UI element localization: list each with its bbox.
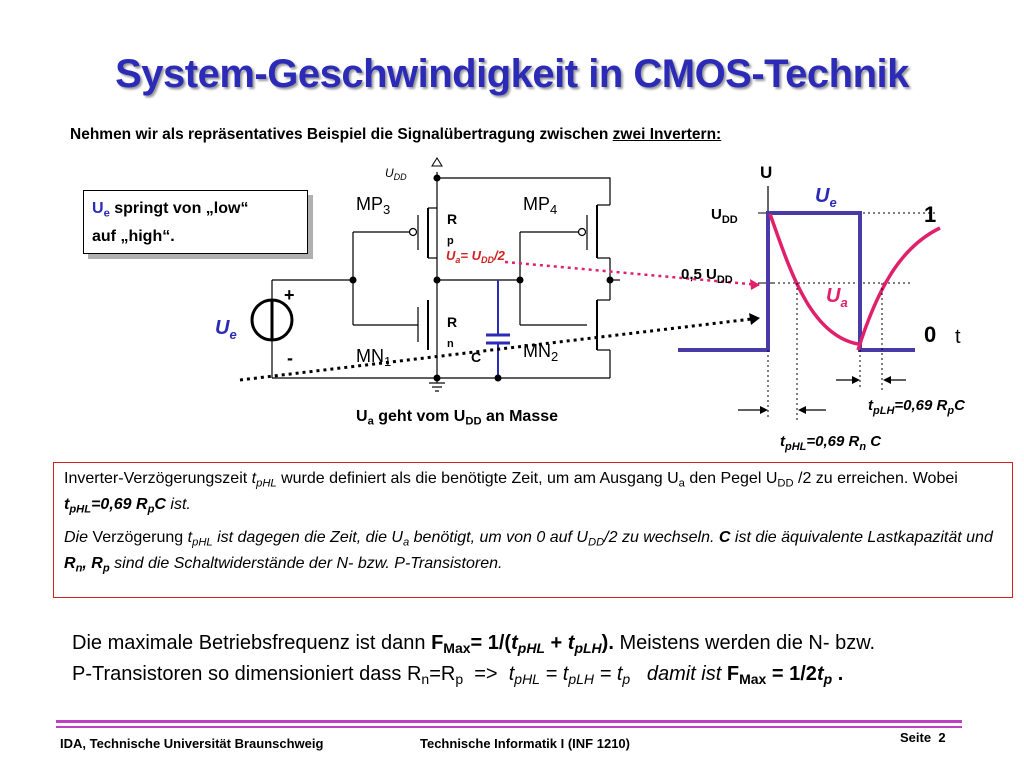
ua-half-label: $U_a= U_{DD}/2$ xyxy=(446,248,505,265)
def-p2-h-sub: n xyxy=(75,562,83,575)
sum-l2-l: t xyxy=(816,663,824,686)
def-p1-g: =0,69 R xyxy=(91,496,148,514)
ue-note-line1-rest: springt von „low“ xyxy=(109,200,249,217)
sum-l1-a: Die maximale Betriebsfrequenz ist dann xyxy=(72,632,432,654)
def-p2-g: ist die äquivalente Lastkapazität und xyxy=(730,528,993,546)
sum-l1-e: + xyxy=(544,632,568,654)
sum-l2-j-sub: Max xyxy=(739,671,767,688)
ua-caption-b-sub: DD xyxy=(465,415,482,428)
def-p2-i: , R xyxy=(82,555,103,573)
footer-page-number: 2 xyxy=(938,730,946,745)
minus-label: - xyxy=(287,348,293,368)
sum-l2-b: =R xyxy=(429,663,456,686)
ua-caption-a: U xyxy=(356,408,368,425)
t-axis-label: t xyxy=(955,326,961,348)
definition-box xyxy=(53,462,1013,598)
ue-note-symbol-sub: e xyxy=(103,207,110,220)
udd-label: $U_{DD}$ xyxy=(385,166,407,182)
sum-l2-h: t xyxy=(616,663,623,686)
rn-label: R n xyxy=(447,314,458,350)
sum-l2-f: t xyxy=(562,663,569,686)
ua-caption-a-sub: a xyxy=(367,415,374,428)
def-p2-f: C xyxy=(718,528,731,546)
footer-page xyxy=(900,730,946,745)
def-p1-t-sub: pHL xyxy=(256,477,277,490)
sum-l2-j: F xyxy=(726,663,740,686)
mp4-label: $MP_4$ xyxy=(523,194,558,217)
def-p2-d: benötigt, um von 0 auf U xyxy=(409,528,588,546)
def-p1-d: /2 zu erreichen. Wobei xyxy=(793,470,958,487)
sum-l2-d-sub: pHL xyxy=(514,671,540,688)
def-p1-t: t xyxy=(251,470,257,487)
def-p2-h: R xyxy=(64,555,76,573)
sum-l1-b-sub: Max xyxy=(443,640,471,657)
ua-caption-c: an Masse xyxy=(481,408,559,425)
def-p2-b: Verzögerung xyxy=(92,528,188,546)
def-p1-b-sub: a xyxy=(678,477,685,490)
udd-level-label: $U_{DD}$ xyxy=(711,206,738,226)
summary-line-2 xyxy=(72,661,875,692)
definition-paragraph-1 xyxy=(64,468,1002,521)
mn2-label: $MN_2$ xyxy=(523,341,559,364)
sum-l2-d: t xyxy=(508,663,515,686)
plus-label: + xyxy=(284,285,295,305)
sum-l1-d: t xyxy=(511,632,518,654)
def-p1-f: t xyxy=(64,496,70,514)
def-p1-f-sub: pHL xyxy=(69,503,92,516)
u-axis-label: U xyxy=(760,163,773,182)
sum-l1-h: Meistens werden die N- bzw. xyxy=(613,632,876,654)
intro-underlined: zwei Invertern: xyxy=(612,126,722,143)
ua-fall-curve xyxy=(770,214,858,344)
sum-l2-b-sub: p xyxy=(455,671,464,688)
def-p2-i-sub: p xyxy=(102,562,110,575)
def-p1-a: Inverter-Verzögerungszeit xyxy=(64,470,252,487)
footer-divider-bottom xyxy=(56,726,962,728)
def-p2-d-sub: DD xyxy=(587,536,605,549)
mp3-label: $MP_3$ xyxy=(356,194,391,217)
def-p1-c: den Pegel U xyxy=(684,470,778,487)
footer-divider-top xyxy=(56,720,962,723)
sum-l1-d-sub: pHL xyxy=(517,640,545,657)
sum-l2-k: = 1/2 xyxy=(766,663,817,686)
def-p1-b: wurde definiert als die benötigte Zeit, um am Ausgang U xyxy=(276,470,679,487)
ue-curve-label: $U_e$ xyxy=(815,185,837,210)
def-p2-j: sind die Schaltwiderstände der N- bzw. P-Transistoren. xyxy=(109,555,503,573)
logic-one-label: 1 xyxy=(924,202,937,227)
ue-input-label: $U_e$ xyxy=(215,317,237,342)
footer-institution: IDA, Technische Universität Braunschweig xyxy=(60,736,324,751)
sum-l2-m: . xyxy=(832,663,844,686)
capacitor-label: C xyxy=(471,349,482,365)
def-p2-c-sub: a xyxy=(402,536,410,549)
sum-l2-g: = xyxy=(594,663,617,686)
footer-course: Technische Informatik I (INF 1210) xyxy=(420,736,630,751)
sum-l1-f-sub: pLH xyxy=(574,640,602,657)
def-p1-i: ist. xyxy=(165,496,191,514)
def-p2-t: t xyxy=(187,528,193,546)
page-title: System-Geschwindigkeit in CMOS-Technik xyxy=(115,52,909,96)
ua-curve-label: $U_a$ xyxy=(826,285,848,310)
tphl-formula: $t_{pHL}=0,69$ $R_n$ C xyxy=(780,433,882,453)
mn1-label: $MN_1$ xyxy=(356,346,392,369)
def-p2-e: /2 zu wechseln. xyxy=(604,528,719,546)
sum-l2-e: = xyxy=(539,663,563,686)
tplh-formula: $t_{pLH}=0,69$ $R_pC$ xyxy=(868,397,965,417)
sum-l2-c: => xyxy=(463,663,509,686)
sum-l1-g: ). xyxy=(601,632,614,654)
sum-l1-f: t xyxy=(567,632,575,654)
sum-l1-c: = 1/( xyxy=(470,632,512,654)
def-p1-g-sub: p xyxy=(147,503,155,516)
ua-caption-b: geht vom U xyxy=(373,408,466,425)
def-p2-c: ist dagegen die Zeit, die U xyxy=(212,528,403,546)
def-p1-h: C xyxy=(154,496,166,514)
intro-main: Nehmen wir als repräsentatives Beispiel die Signalübertragung zwischen xyxy=(70,126,613,143)
sum-l1-b: F xyxy=(431,632,444,654)
def-p2-t-sub: pHL xyxy=(192,536,213,549)
logic-zero-label: 0 xyxy=(924,322,937,347)
def-p2-a: Die xyxy=(64,528,93,546)
definition-paragraph-2 xyxy=(64,527,1002,580)
ue-note-line2: auf „high“. xyxy=(92,228,175,246)
ua-caption xyxy=(356,408,558,427)
summary-line-1 xyxy=(72,630,875,661)
summary-text xyxy=(72,630,875,692)
half-udd-label: 0,5 $U_{DD}$ xyxy=(681,266,733,286)
sum-l2-i: damit ist xyxy=(630,663,727,686)
sum-l2-l-sub: p xyxy=(823,671,833,688)
sum-l2-a: P-Transistoren so dimensioniert dass R xyxy=(72,663,422,686)
def-p1-c-sub: DD xyxy=(777,477,794,490)
sum-l2-a-sub: n xyxy=(421,671,430,688)
rp-label: R p xyxy=(447,211,458,247)
footer-page-label: Seite xyxy=(900,730,932,745)
sum-l2-f-sub: pLH xyxy=(568,671,595,688)
ue-note-symbol: U xyxy=(92,200,104,217)
supply-symbol xyxy=(432,158,442,166)
sum-l2-h-sub: p xyxy=(622,671,631,688)
